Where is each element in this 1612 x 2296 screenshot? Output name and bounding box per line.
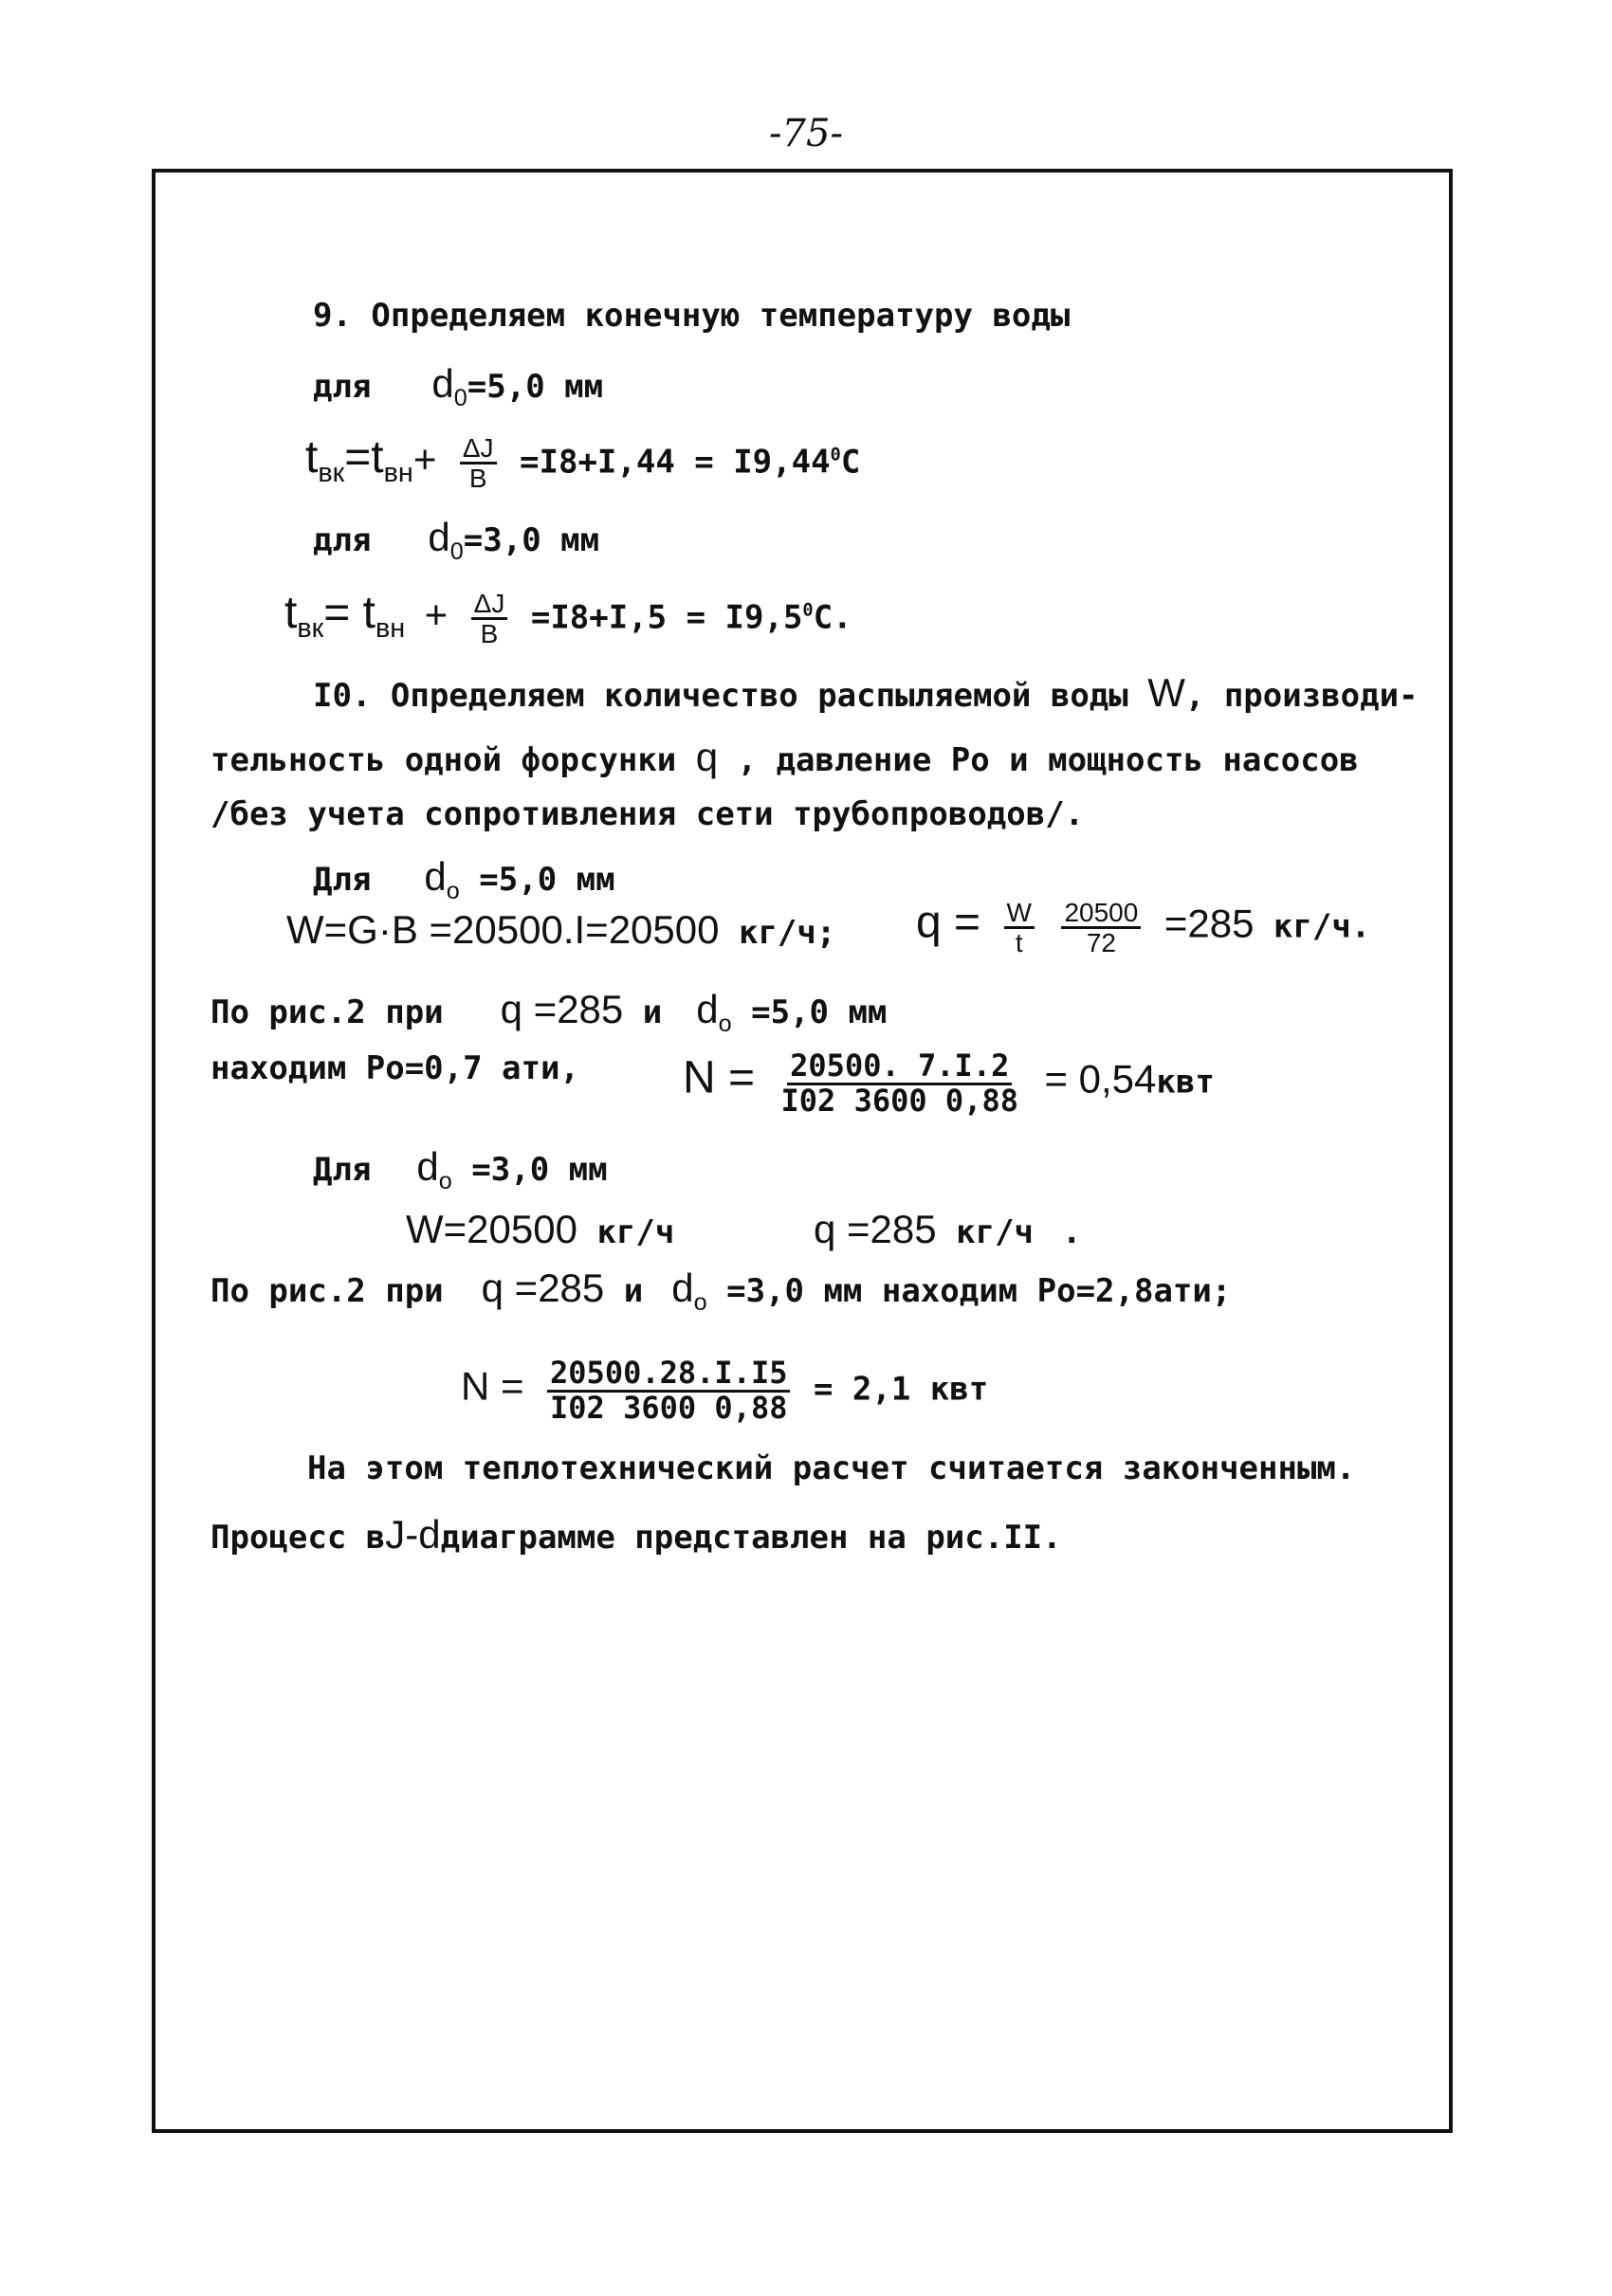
- case-d3-label-2: Для $d_o =3,0$ мм: [313, 1144, 608, 1194]
- power-equation-case1: N = $\frac{20500. 7.I.2}{I02 3600 0,88}$ = 0,54квт: [683, 1048, 1215, 1119]
- fraction-power-case2: $\frac{20500.28.I.I5}{I02 3600 0,88}$: [547, 1358, 790, 1424]
- fraction-power-case1: $\frac{20500. 7.I.2}{I02 3600 0,88}$: [780, 1048, 1018, 1119]
- case-d3-label: для $d_0=3,0$ мм: [313, 515, 600, 565]
- power-equation-case2: N = $\frac{20500.28.I.I5}{I02 3600 0,88}$ = 2,1 квт: [461, 1355, 989, 1426]
- conclusion-line-2: Процесс вJ-dдиаграмме представлен на рис.II.: [211, 1512, 1062, 1557]
- conclusion-line-1: На этом теплотехнический расчет считается законченным.: [307, 1449, 1356, 1487]
- section-10-line-1: I0. Определяем количество распыляемой воды W, производи-: [313, 670, 1419, 715]
- reference-fig2-case1: По рис.2 при q =285 и $d_o =5,0$ мм: [211, 987, 888, 1037]
- pressure-result-case1: находим Ро=0,7 ати,: [211, 1049, 579, 1087]
- section-10-line-3: /без учета сопротивления сети трубопроводов/.: [211, 795, 1085, 833]
- fraction-dj-b: $\frac{\Delta J}{B}$: [460, 434, 497, 493]
- page-number: -75-: [769, 112, 843, 155]
- water-flow-equation: W=G·B =20500.I=20500 кг/ч;: [286, 907, 836, 952]
- case-d5-label-2: Для $d_o =5,0$ мм: [313, 854, 615, 904]
- nozzle-capacity-equation: q = $\frac{W}{t}$ $\frac{20500}{72}$ =285 кг/ч.: [916, 897, 1371, 958]
- fraction-dj-b: $\frac{\Delta J}{B}$: [471, 590, 508, 648]
- water-flow-case2: W=20500 кг/ч: [406, 1207, 675, 1251]
- fraction-20500-72: $\frac{20500}{72}$: [1061, 899, 1141, 957]
- temperature-equation-1: $t_{вк}=t_{вн}+$ $\frac{\Delta J}{B}$ $=I8+I,44 = I9,44^0C$: [305, 432, 861, 494]
- section-9-heading: 9. Определяем конечную температуру воды: [313, 297, 1071, 335]
- reference-fig2-case2: По рис.2 при q =285 и $d_o =3,0$ мм находим Ро=2,8ати;: [211, 1266, 1232, 1316]
- section-10-line-2: тельность одной форсунки q , давление Ро и мощность насосов: [211, 735, 1359, 779]
- fraction-w-t: $\frac{W}{t}$: [1004, 899, 1035, 957]
- case-d5-label: для $d_0=5,0$ мм: [313, 361, 604, 411]
- temperature-equation-2: $t_{вк}= t_{вн}$ + $\frac{\Delta J}{B}$ $=I8+I,5 = I9,5^0C$.: [284, 588, 852, 649]
- nozzle-capacity-case2: q =285 кг/ч .: [814, 1207, 1082, 1251]
